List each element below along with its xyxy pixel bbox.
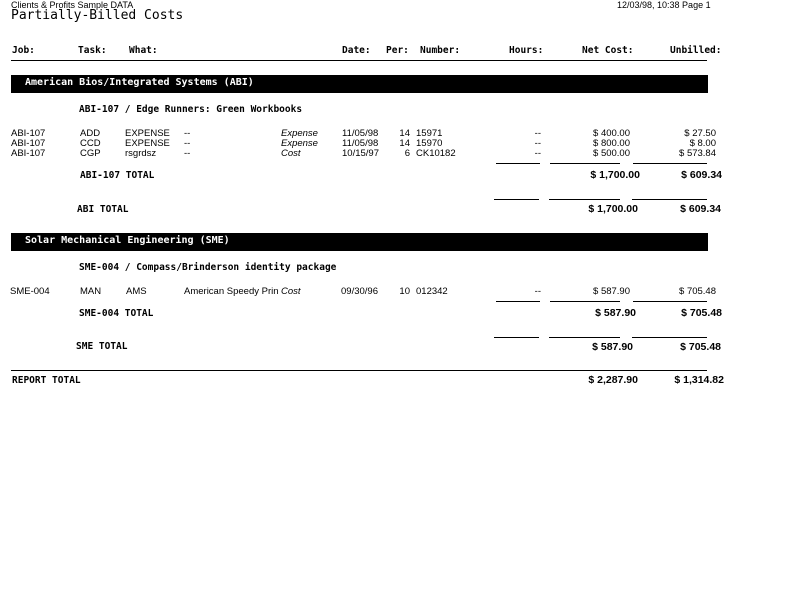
col-per-header: Per: [386,45,409,56]
cell-unbilled: $ 8.00 [689,138,716,149]
cell-number: CK10182 [416,148,456,159]
subtotal-rule [496,163,540,164]
subtotal-rule [549,337,620,338]
cell-net-cost: $ 500.00 [593,148,630,159]
cell-type: Cost [281,286,301,297]
job-total-net-cost: $ 1,700.00 [590,169,640,181]
client-banner [11,233,708,251]
col-date-header: Date: [342,45,371,56]
col-what-header: What: [129,45,158,56]
client-total-net-cost: $ 1,700.00 [588,203,638,215]
cell-task: MAN [80,286,102,297]
col-net-cost-header: Net Cost: [582,45,634,56]
cell-task: CCD [80,138,101,149]
cell-number: 15971 [416,128,443,139]
cell-per: 14 [399,128,410,139]
col-unbilled-header: Unbilled: [670,45,722,56]
cell-hours: -- [534,286,541,297]
cell-what: EXPENSE [125,138,170,149]
client-total-label: ABI TOTAL [77,204,129,215]
cell-hours: -- [534,128,541,139]
client-banner [11,75,708,93]
report-total-label: REPORT TOTAL [12,375,81,386]
job-total-unbilled: $ 609.34 [681,169,722,181]
cell-job: ABI-107 [11,148,46,159]
cell-unbilled: $ 705.48 [679,286,716,297]
report-title: Partially-Billed Costs [11,8,184,23]
report-total-rule [11,370,707,371]
report-timestamp: 12/03/98, 10:38 Page 1 [617,0,711,10]
cell-unbilled: $ 573.84 [679,148,716,159]
cell-per: 6 [404,148,410,159]
cell-what: AMS [126,286,147,297]
client-total-label: SME TOTAL [76,341,128,352]
cell-date: 11/05/98 [342,138,379,149]
col-task-header: Task: [78,45,107,56]
col-job-header: Job: [12,45,35,56]
cell-date: 10/15/97 [342,148,379,159]
job-title: ABI-107 / Edge Runners: Green Workbooks [79,104,303,115]
subtotal-rule [496,301,540,302]
subtotal-rule [632,199,707,200]
job-total-unbilled: $ 705.48 [681,307,722,319]
cell-per: 14 [399,138,410,149]
cell-description: American Speedy Prin [184,286,279,297]
cell-hours: -- [534,148,541,159]
client-total-unbilled: $ 609.34 [680,203,721,215]
cell-unbilled: $ 27.50 [684,128,716,139]
col-number-header: Number: [420,45,461,56]
cell-task: ADD [80,128,101,139]
cell-net-cost: $ 400.00 [593,128,630,139]
cell-description: -- [184,148,191,159]
job-title: SME-004 / Compass/Brinderson identity package [79,262,337,273]
cell-what: EXPENSE [125,128,170,139]
col-hours-header: Hours: [509,45,544,56]
cell-type: Expense [281,138,318,149]
job-total-label: ABI-107 TOTAL [80,170,155,181]
subtotal-rule [550,301,620,302]
job-total-net-cost: $ 587.90 [595,307,636,319]
subtotal-rule [549,199,620,200]
header-underline [11,60,707,61]
client-total-unbilled: $ 705.48 [680,341,721,353]
cell-description: -- [184,128,191,139]
cell-job: ABI-107 [11,138,46,149]
subtotal-rule [632,337,707,338]
cell-date: 11/05/98 [342,128,379,139]
job-total-label: SME-004 TOTAL [79,308,154,319]
cell-net-cost: $ 800.00 [593,138,630,149]
company-name: Clients & Profits Sample DATA [11,0,134,10]
subtotal-rule [494,199,539,200]
cell-description: -- [184,138,191,149]
client-name: American Bios/Integrated Systems (ABI) [25,77,254,88]
cell-hours: -- [534,138,541,149]
subtotal-rule [550,163,620,164]
client-total-net-cost: $ 587.90 [592,341,633,353]
cell-date: 09/30/96 [341,286,378,297]
report-total-net-cost: $ 2,287.90 [588,374,638,386]
cell-per: 10 [399,286,410,297]
client-name: Solar Mechanical Engineering (SME) [25,235,230,246]
subtotal-rule [633,301,707,302]
cell-number: 15970 [416,138,443,149]
cell-job: ABI-107 [11,128,46,139]
cell-job: SME-004 [10,286,50,297]
subtotal-rule [633,163,707,164]
cell-what: rsgrdsz [125,148,157,159]
report-total-unbilled: $ 1,314.82 [674,374,724,386]
cell-task: CGP [80,148,101,159]
cell-number: 012342 [416,286,448,297]
cell-net-cost: $ 587.90 [593,286,630,297]
cell-type: Expense [281,128,318,139]
cell-type: Cost [281,148,301,159]
subtotal-rule [494,337,539,338]
